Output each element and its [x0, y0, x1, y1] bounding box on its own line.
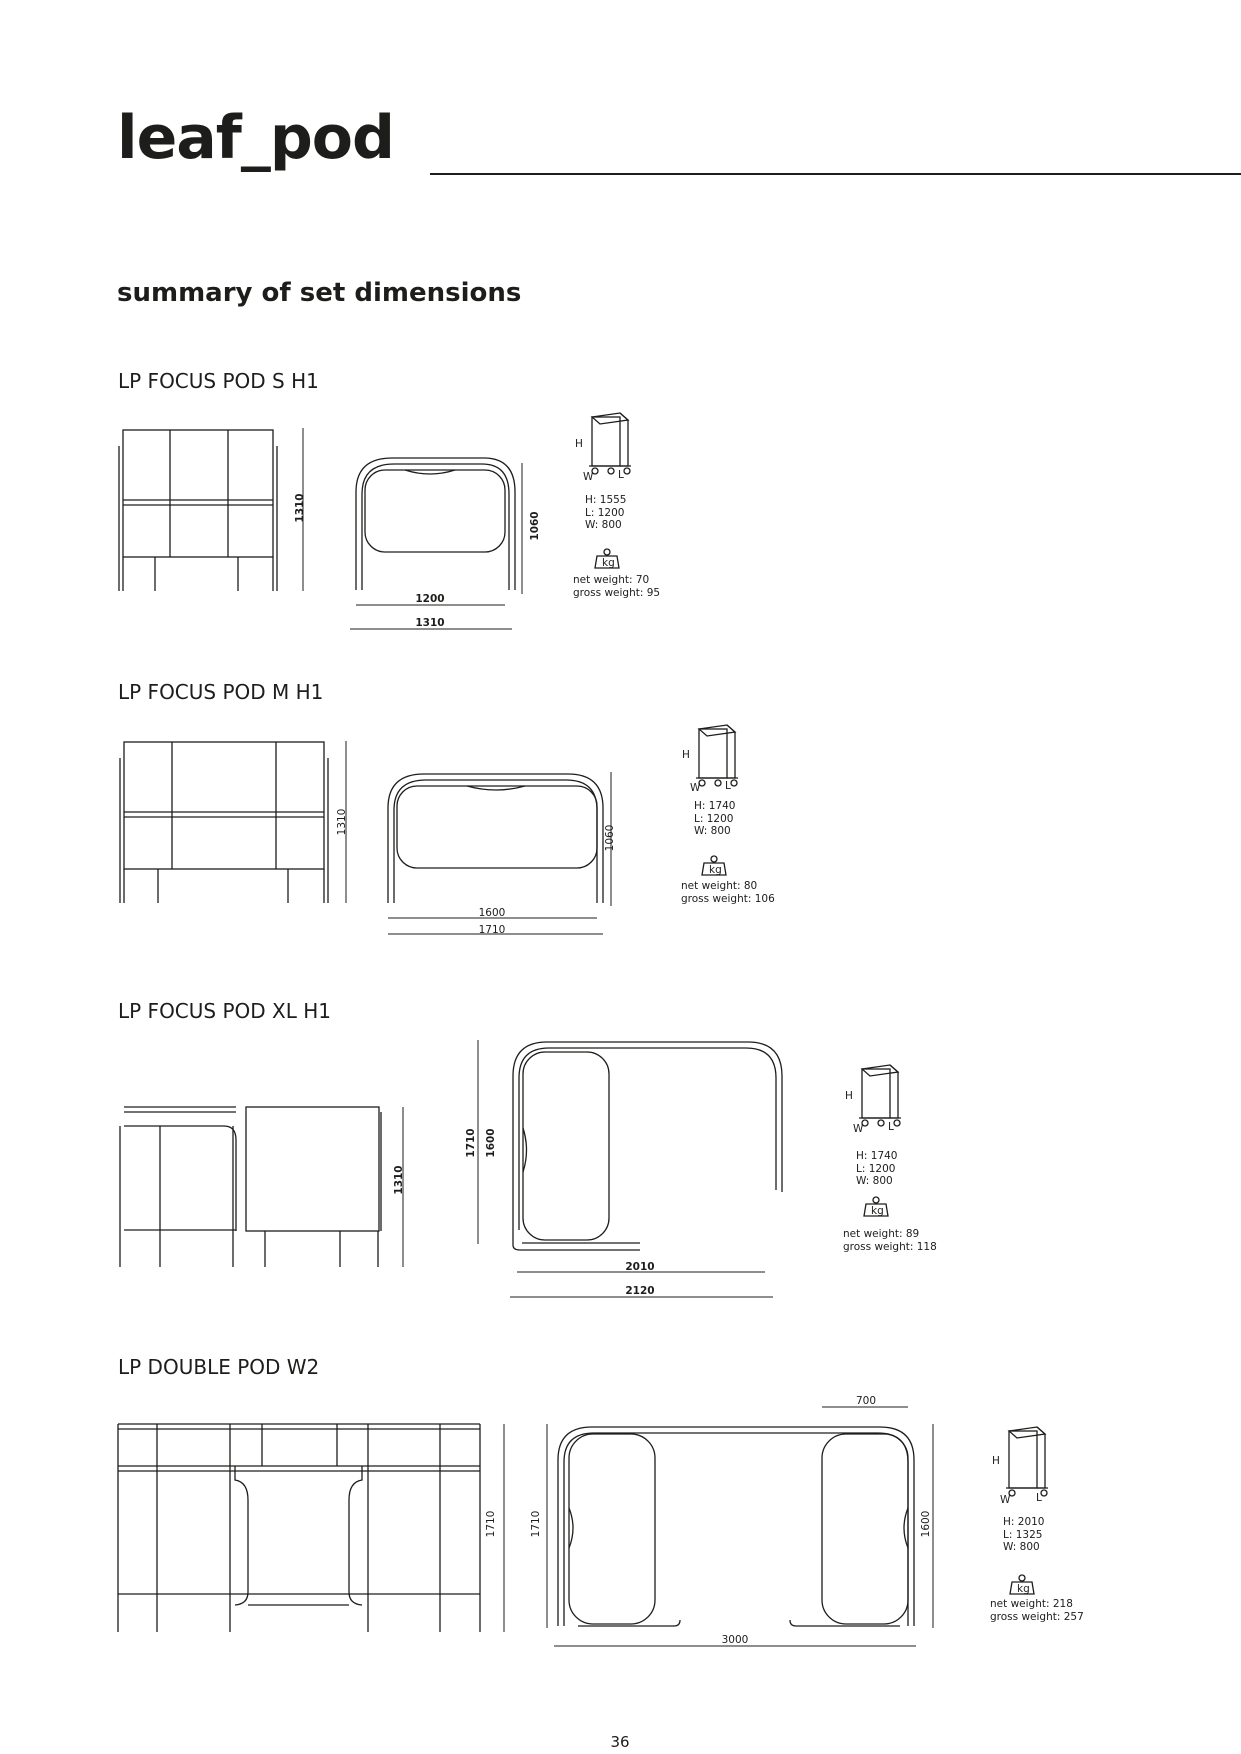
dim-inner-height: 1060 — [604, 824, 616, 852]
title-rule — [430, 173, 1241, 175]
dim-inner-depth: 1600 — [920, 1510, 932, 1538]
dim-inner-width: 2010 — [625, 1261, 655, 1273]
dim-top-width: 700 — [855, 1395, 877, 1407]
pack-w-label: W — [1000, 1494, 1011, 1506]
weights — [681, 880, 775, 905]
net-weight: net weight: 218 — [990, 1598, 1073, 1610]
pack-width: W: 800 — [585, 519, 622, 531]
kg-label: kg — [871, 1205, 884, 1217]
pack-length: L: 1325 — [1003, 1528, 1043, 1541]
dim-front-height: 1710 — [485, 1510, 497, 1538]
gross-weight: gross weight: 118 — [843, 1240, 937, 1253]
plan-desk-left — [569, 1434, 655, 1624]
plan-desk-right — [822, 1434, 908, 1624]
pack-l-label: L — [618, 469, 624, 481]
pack-length: L: 1200 — [694, 812, 734, 825]
pack-w-label: W — [853, 1123, 864, 1135]
pack-dimensions — [1003, 1516, 1045, 1554]
pack-h-label: H — [575, 438, 583, 450]
pack-height: H: 1740 — [694, 800, 736, 812]
net-weight: net weight: 70 — [573, 574, 650, 586]
weights — [573, 574, 660, 599]
page-number: 36 — [610, 1733, 630, 1751]
front-panel — [124, 742, 324, 869]
weights — [990, 1598, 1084, 1623]
page-title: leaf_pod — [117, 103, 394, 173]
dim-front-height: 1310 — [294, 493, 306, 523]
dim-outer-width: 3000 — [721, 1634, 749, 1646]
pack-width: W: 800 — [856, 1175, 893, 1187]
pack-w-label: W — [690, 782, 701, 794]
plan-desk — [365, 470, 505, 552]
pack-dimensions — [856, 1150, 898, 1188]
dim-outer-width: 1310 — [415, 617, 445, 629]
net-weight: net weight: 80 — [681, 880, 758, 892]
pack-h-label: H — [682, 749, 690, 761]
plan-desk — [397, 786, 597, 868]
pack-h-label: H — [845, 1090, 853, 1102]
section-title-focus-pod-xl: LP FOCUS POD XL H1 — [118, 999, 331, 1023]
pack-l-label: L — [1036, 1492, 1042, 1504]
pack-height: H: 1555 — [585, 494, 627, 506]
pack-length: L: 1200 — [585, 506, 625, 519]
dim-outer-height: 1710 — [465, 1128, 477, 1158]
pack-width: W: 800 — [1003, 1541, 1040, 1553]
pack-height: H: 1740 — [856, 1150, 898, 1162]
dim-outer-width: 2120 — [625, 1285, 655, 1297]
kg-label: kg — [709, 864, 722, 876]
section-title-double-pod: LP DOUBLE POD W2 — [118, 1355, 320, 1379]
kg-label: kg — [1017, 1583, 1030, 1595]
plan-desk — [523, 1052, 609, 1240]
pack-width: W: 800 — [694, 825, 731, 837]
dim-outer-width: 1710 — [478, 924, 506, 936]
dim-inner-width: 1600 — [478, 907, 506, 919]
pack-dimensions — [585, 494, 627, 532]
weights — [843, 1228, 937, 1253]
gross-weight: gross weight: 106 — [681, 892, 775, 905]
pack-h-label: H — [992, 1455, 1000, 1467]
pack-w-label: W — [583, 471, 594, 483]
front-panel — [246, 1107, 379, 1231]
pack-dimensions — [694, 800, 736, 838]
gross-weight: gross weight: 95 — [573, 586, 661, 599]
pack-length: L: 1200 — [856, 1162, 896, 1175]
kg-label: kg — [602, 557, 615, 569]
net-weight: net weight: 89 — [843, 1228, 920, 1240]
dim-inner-width: 1200 — [415, 593, 445, 605]
dim-front-height: 1310 — [336, 808, 348, 836]
pack-l-label: L — [725, 780, 731, 792]
section-heading: summary of set dimensions — [117, 278, 522, 308]
gross-weight: gross weight: 257 — [990, 1610, 1084, 1623]
front-panel — [123, 430, 273, 557]
pack-l-label: L — [888, 1121, 894, 1133]
section-title-focus-pod-s: LP FOCUS POD S H1 — [118, 369, 319, 393]
dim-front-height: 1310 — [393, 1165, 405, 1195]
dim-inner-height: 1600 — [485, 1128, 497, 1158]
dim-inner-height: 1060 — [529, 511, 541, 541]
section-title-focus-pod-m: LP FOCUS POD M H1 — [118, 680, 324, 704]
dim-plan-height: 1710 — [530, 1510, 542, 1538]
pack-height: H: 2010 — [1003, 1516, 1045, 1528]
